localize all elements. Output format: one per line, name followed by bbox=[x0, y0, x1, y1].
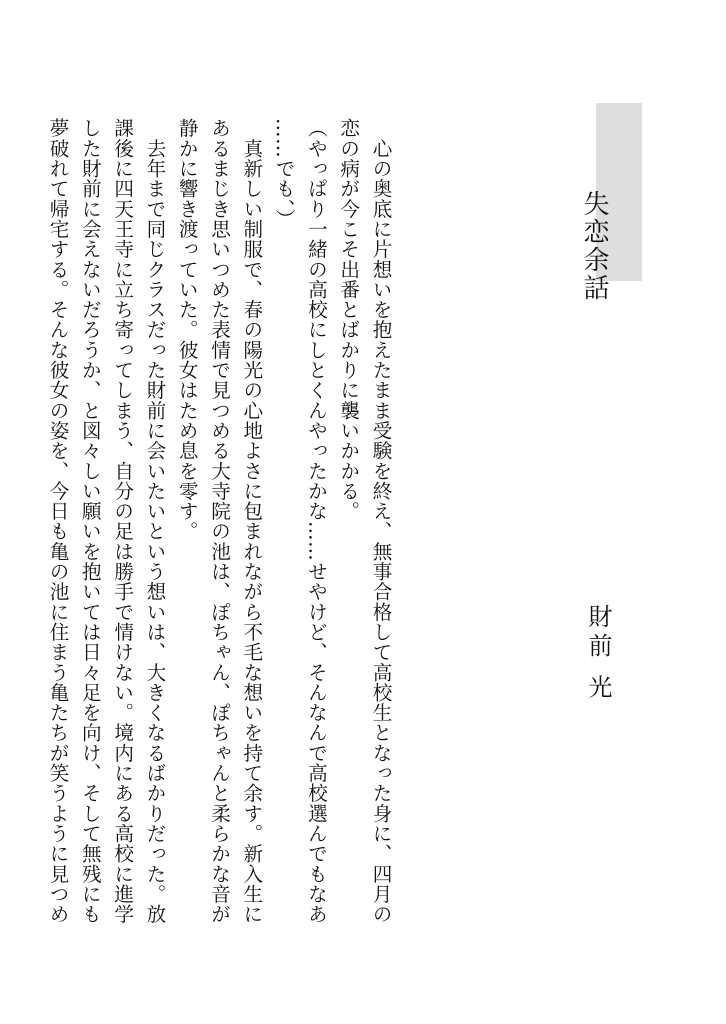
text-line: した財前に会えないだろうか、と図々しい願いを抱いては日々足を向け、そして無残にも bbox=[78, 118, 102, 924]
author-name: 財前 光 bbox=[584, 604, 612, 704]
text-line: （やっぱり一緒の高校にしとくんやったかな……せやけど、そんなんで高校選んでもなあ bbox=[304, 118, 328, 924]
text-line: 夢破れて帰宅する。そんな彼女の姿を、今日も亀の池に住まう亀たちが笑うように見つめ bbox=[46, 118, 70, 924]
text-line: ……でも、） bbox=[272, 118, 296, 230]
body-text bbox=[41, 118, 396, 978]
text-line: 静かに響き渡っていた。彼女はため息を零す。 bbox=[175, 118, 199, 542]
text-line: 去年まで同じクラスだった財前に会いたいという想いは、大きくなるばかりだった。放 bbox=[142, 118, 166, 924]
text-line: 真新しい制服で、春の陽光の心地よさに包まれながら不毛な想いを持て余す。新入生に bbox=[239, 118, 263, 924]
text-line: あるまじき思いつめた表情で見つめる大寺院の池は、ぽちゃん、ぽちゃんと柔らかな音が bbox=[207, 118, 231, 924]
chapter-title: 失恋余話 bbox=[579, 190, 609, 302]
text-line: 課後に四天王寺に立ち寄ってしまう、自分の足は勝手で情けない。境内にある高校に進学 bbox=[110, 118, 134, 924]
text-line: 心の奥底に片想いを抱えたまま受験を終え、無事合格して高校生となった身に、四月の bbox=[369, 118, 392, 924]
text-line: 恋の病が今こそ出番とばかりに襲いかかる。 bbox=[336, 118, 360, 521]
